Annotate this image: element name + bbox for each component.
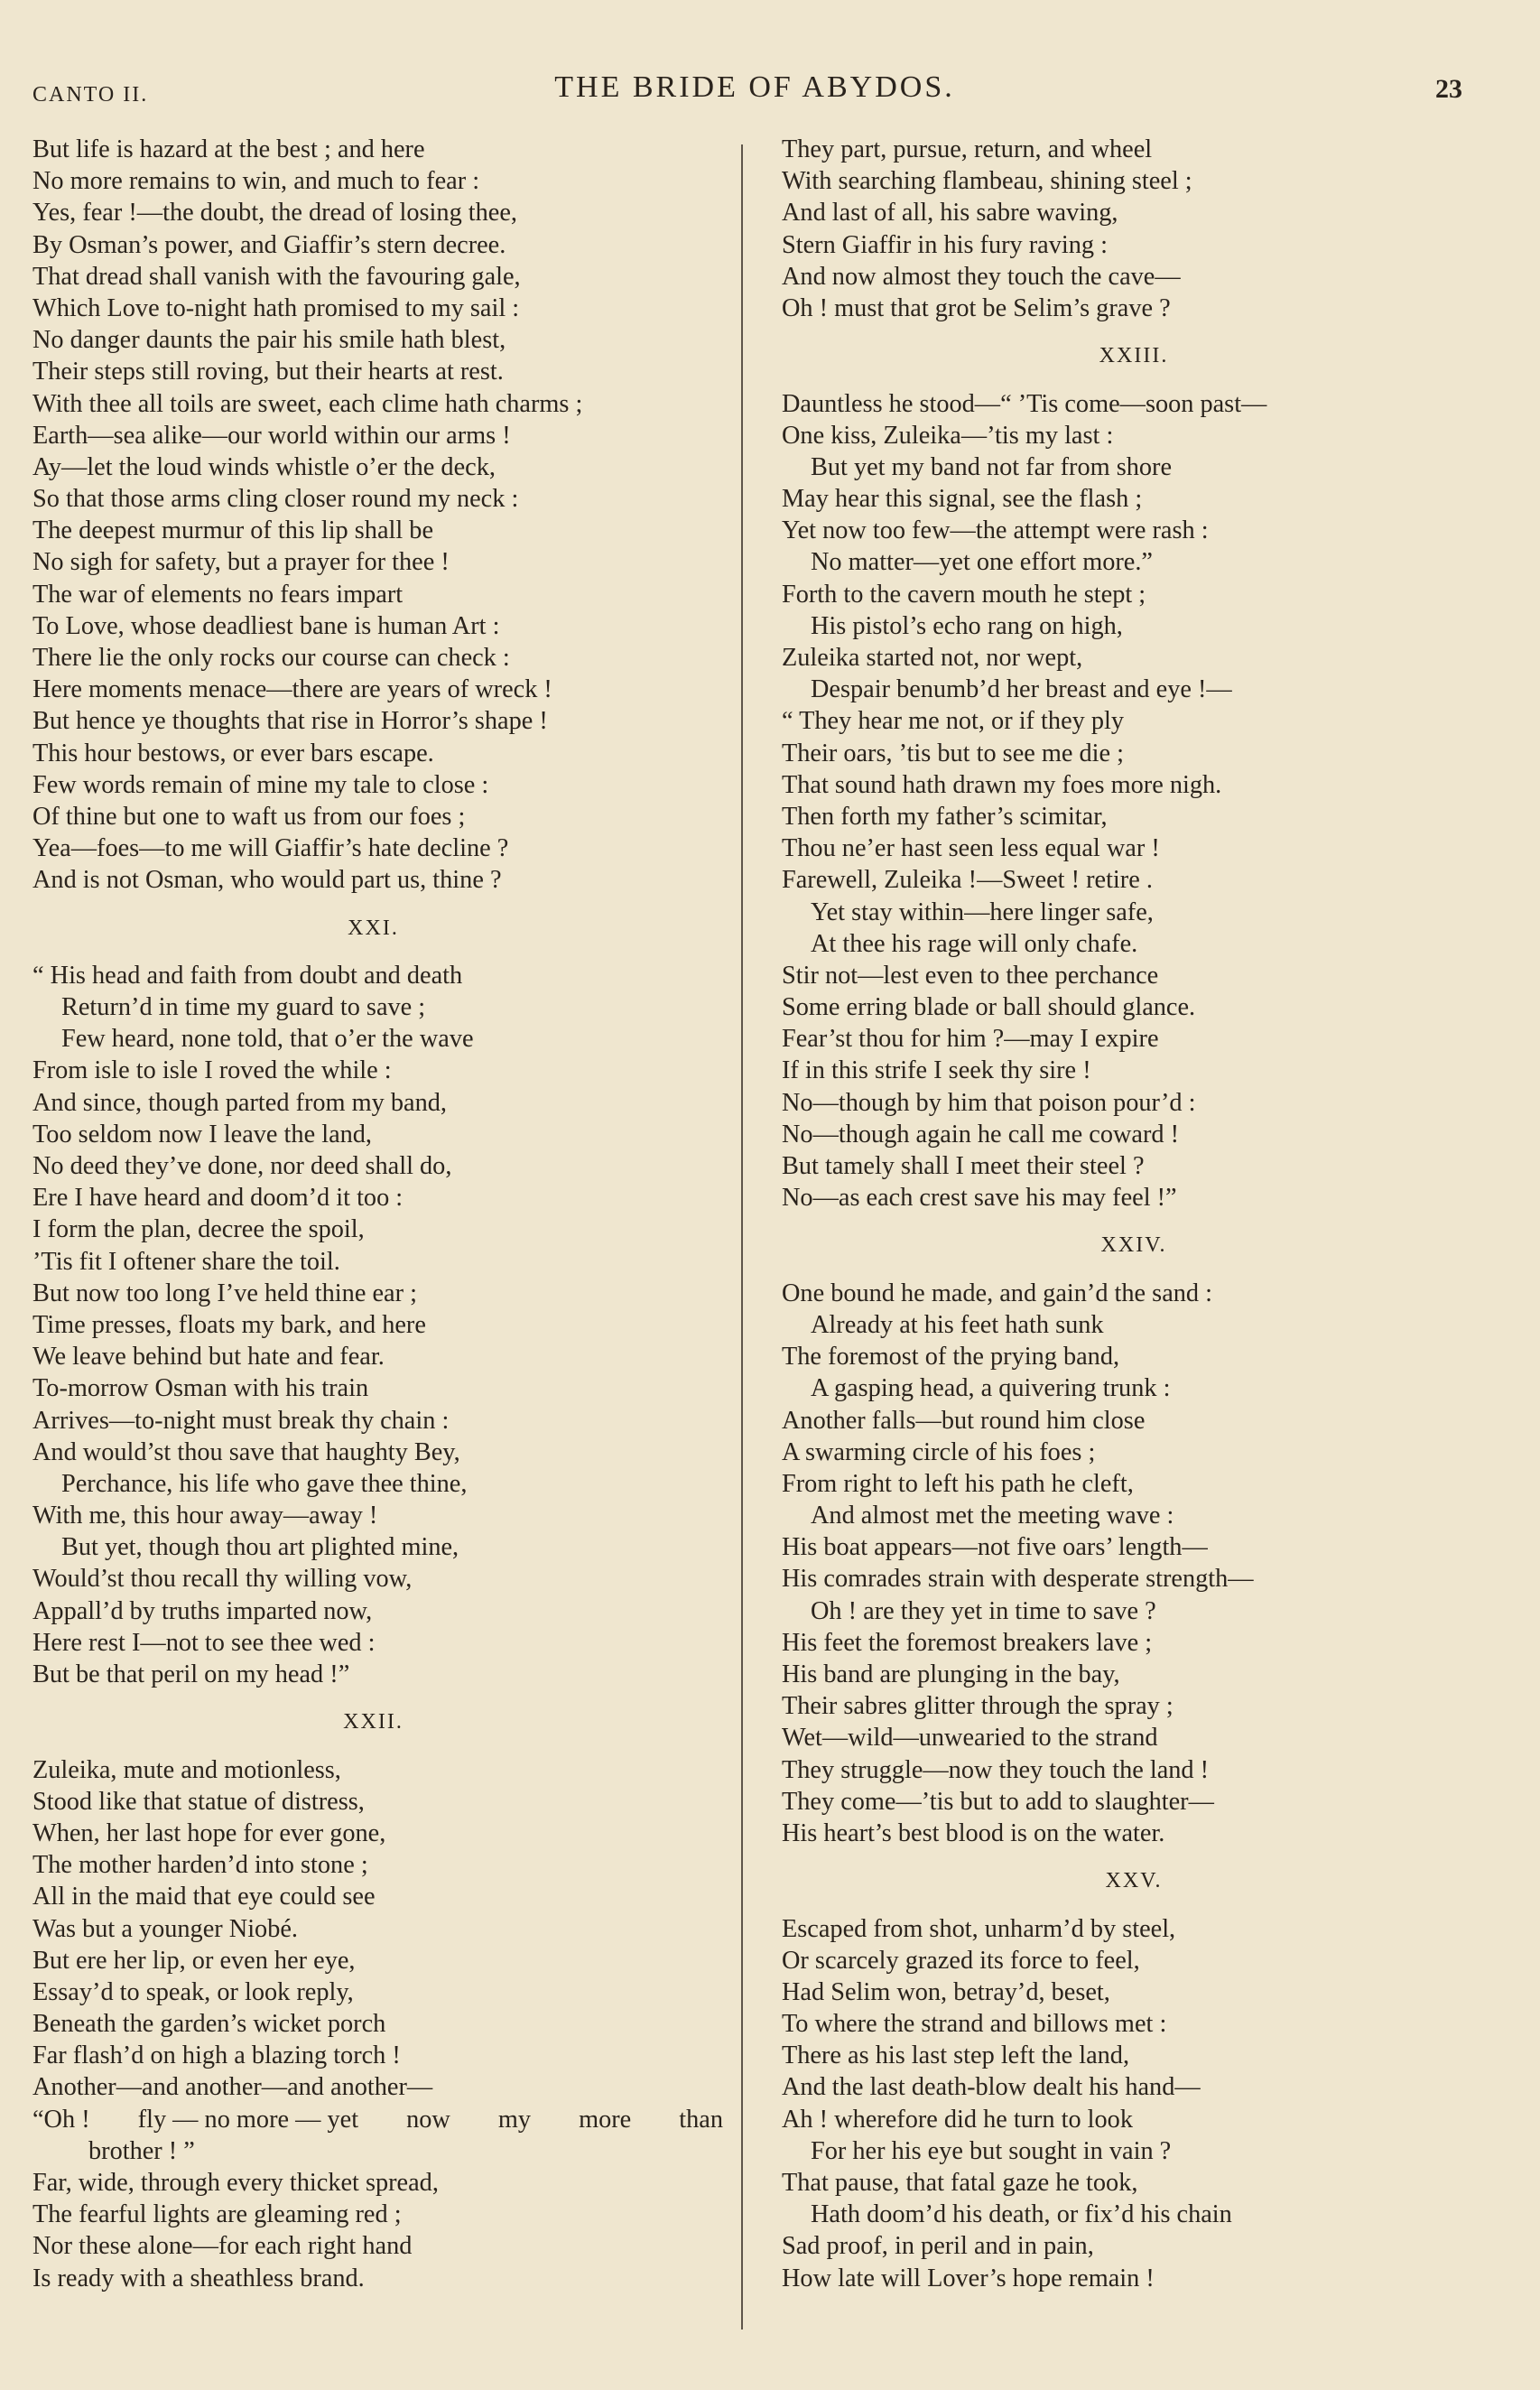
verse-line: Is ready with a sheathless brand. (32, 2264, 365, 2292)
verse-line: I form the plan, decree the spoil, (32, 1215, 365, 1244)
verse-line: For her his eye but sought in vain ? (811, 2136, 1172, 2165)
verse-line: All in the maid that eye could see (32, 1883, 376, 1911)
stanza-24 (782, 1278, 1504, 1849)
verse-line: But now too long I’ve held thine ear ; (32, 1279, 417, 1307)
verse-line: ’Tis fit I oftener share the toil. (32, 1247, 340, 1276)
verse-line: That pause, that fatal gaze he took, (782, 2169, 1138, 2198)
verse-line: But life is hazard at the best ; and here (32, 135, 425, 163)
verse-line: But be that peril on my head !” (32, 1660, 350, 1689)
verse-line: And is not Osman, who would part us, thine ? (32, 866, 502, 895)
verse-line: Which Love to-night hath promised to my sail : (32, 293, 520, 322)
verse-line: That dread shall vanish with the favouring gale, (32, 262, 521, 291)
verse-line: By Osman’s power, and Giaffir’s stern decree. (32, 230, 506, 259)
verse-line: One bound he made, and gain’d the sand : (782, 1279, 1212, 1307)
verse-line: Appall’d by truths imparted now, (32, 1596, 373, 1625)
stanza-24-heading: XXIV. (1100, 1233, 1167, 1258)
verse-line: Yet now too few—the attempt were rash : (782, 516, 1209, 545)
verse-line: With searching flambeau, shining steel ; (782, 167, 1192, 196)
running-header (32, 70, 1477, 116)
verse-line: Some erring blade or ball should glance. (782, 993, 1196, 1022)
verse-line: Ere I have heard and doom’d it too : (32, 1184, 404, 1213)
verse-line: So that those arms cling closer round my neck : (32, 485, 519, 514)
verse-line: Ay—let the loud winds whistle o’er the deck, (32, 452, 496, 481)
verse-line: And since, though parted from my band, (32, 1088, 447, 1117)
stanza-22-heading: XXII. (343, 1710, 404, 1734)
verse-word: more (579, 2105, 632, 2134)
verse-line: Already at his feet hath sunk (811, 1310, 1104, 1339)
verse-line: His heart’s best blood is on the water. (782, 1818, 1165, 1847)
verse-line: No—though by him that poison pour’d : (782, 1088, 1196, 1117)
verse-line: With thee all toils are sweet, each clime hath charms ; (32, 389, 583, 418)
verse-line: Zuleika started not, nor wept, (782, 644, 1083, 673)
verse-line: Arrives—to-night must break thy chain : (32, 1406, 450, 1435)
verse-line: Stern Giaffir in his fury raving : (782, 230, 1108, 259)
left-column (32, 134, 732, 2294)
verse-line: No sigh for safety, but a prayer for thee ! (32, 548, 450, 577)
verse-line: To-morrow Osman with his train (32, 1374, 369, 1403)
verse-line: The fearful lights are gleaming red ; (32, 2200, 402, 2229)
verse-line: Here rest I—not to see thee wed : (32, 1628, 376, 1657)
verse-line: The war of elements no fears impart (32, 580, 404, 609)
verse-line: Dauntless he stood—“ ’Tis come—soon past— (782, 389, 1267, 418)
verse-line: His pistol’s echo rang on high, (811, 611, 1123, 640)
verse-line: There as his last step left the land, (782, 2041, 1130, 2070)
verse-line: A swarming circle of his foes ; (782, 1437, 1096, 1466)
verse-line: But tamely shall I meet their steel ? (782, 1152, 1145, 1181)
column-divider (741, 144, 743, 2330)
verse-line: But yet, though thou art plighted mine, (61, 1533, 459, 1562)
verse-line: We leave behind but hate and fear. (32, 1343, 385, 1372)
verse-line: No—as each crest save his may feel !” (782, 1184, 1177, 1213)
stanza-23 (782, 388, 1504, 1214)
stanza-21 (32, 960, 732, 1690)
verse-line: Yet stay within—here linger safe, (811, 897, 1154, 926)
verse-line: The deepest murmur of this lip shall be (32, 516, 434, 545)
verse-line: Wet—wild—unwearied to the strand (782, 1724, 1158, 1753)
verse-word: than (679, 2105, 723, 2134)
stanza-22-end (32, 2135, 732, 2294)
verse-line: Forth to the cavern mouth he stept ; (782, 580, 1146, 609)
verse-line: Would’st thou recall thy willing vow, (32, 1565, 413, 1594)
verse-line: No more remains to win, and much to fear : (32, 167, 480, 196)
stanza-20 (32, 134, 732, 897)
verse-line: “ His head and faith from doubt and death (32, 961, 463, 990)
verse-line: Perchance, his life who gave thee thine, (61, 1469, 468, 1498)
verse-line: Oh ! must that grot be Selim’s grave ? (782, 293, 1171, 322)
stanza-22-continued (782, 134, 1504, 324)
verse-line: The foremost of the prying band, (782, 1343, 1120, 1372)
verse-line: That sound hath drawn my foes more nigh. (782, 770, 1222, 799)
verse-line: Return’d in time my guard to save ; (61, 993, 426, 1022)
verse-line: His comrades strain with desperate strength— (782, 1565, 1254, 1594)
verse-line: If in this strife I seek thy sire ! (782, 1056, 1091, 1085)
verse-line: But yet my band not far from shore (811, 452, 1172, 481)
verse-line: From isle to isle I roved the while : (32, 1056, 392, 1085)
verse-line: May hear this signal, see the flash ; (782, 485, 1143, 514)
verse-line: Yes, fear !—the doubt, the dread of losing thee, (32, 199, 517, 228)
verse-word: now (406, 2105, 450, 2134)
verse-line: Time presses, floats my bark, and here (32, 1310, 426, 1339)
verse-line: Oh ! are they yet in time to save ? (811, 1596, 1156, 1625)
verse-line: brother ! ” (88, 2136, 195, 2165)
verse-line: Their oars, ’tis but to see me die ; (782, 739, 1125, 767)
verse-line: From right to left his path he cleft, (782, 1469, 1134, 1498)
verse-line: Ah ! wherefore did he turn to look (782, 2105, 1133, 2134)
verse-line: Earth—sea alike—our world within our arms ! (32, 421, 511, 450)
stanza-23-heading: XXIII. (1099, 344, 1169, 368)
page-title: THE BRIDE OF ABYDOS. (554, 70, 955, 104)
verse-line: Their sabres glitter through the spray ; (782, 1692, 1174, 1721)
verse-line: With me, this hour away—away ! (32, 1502, 378, 1530)
verse-line: But ere her lip, or even her eye, (32, 1946, 356, 1975)
verse-line: There lie the only rocks our course can check : (32, 644, 510, 672)
verse-line: Farewell, Zuleika !—Sweet ! retire . (782, 866, 1153, 895)
verse-line: Another falls—but round him close (782, 1406, 1146, 1435)
verse-line: This hour bestows, or ever bars escape. (32, 739, 434, 767)
verse-line: Fear’st thou for him ?—may I expire (782, 1025, 1159, 1054)
verse-line: Their steps still roving, but their hearts at rest. (32, 358, 504, 386)
verse-line: Then forth my father’s scimitar, (782, 802, 1108, 831)
verse-word: “Oh ! (32, 2105, 90, 2134)
verse-line: Had Selim won, betray’d, beset, (782, 1977, 1110, 2006)
verse-line: Too seldom now I leave the land, (32, 1120, 372, 1149)
verse-line: Few heard, none told, that o’er the wave (61, 1025, 474, 1054)
verse-line: Few words remain of mine my tale to close : (32, 770, 489, 799)
verse-line: No danger daunts the pair his smile hath blest, (32, 326, 506, 355)
verse-line: Zuleika, mute and motionless, (32, 1755, 341, 1784)
verse-word: fly — no more — yet (137, 2105, 359, 2134)
verse-line: No—though again he call me coward ! (782, 1120, 1180, 1149)
verse-line: And now almost they touch the cave— (782, 262, 1181, 291)
verse-line: “ They hear me not, or if they ply (782, 707, 1125, 736)
verse-line: Yea—foes—to me will Giaffir’s hate decline ? (32, 834, 509, 863)
verse-line: His band are plunging in the bay, (782, 1660, 1120, 1689)
verse-line: Another—and another—and another— (32, 2073, 433, 2102)
verse-line: Or scarcely grazed its force to feel, (782, 1946, 1140, 1975)
verse-line: His feet the foremost breakers lave ; (782, 1628, 1153, 1657)
verse-line: Here moments menace—there are years of wreck ! (32, 675, 552, 704)
stanza-22 (32, 1754, 732, 2104)
verse-line: One kiss, Zuleika—’tis my last : (782, 421, 1114, 450)
verse-line: Far flash’d on high a blazing torch ! (32, 2041, 401, 2070)
verse-line: Of thine but one to waft us from our foes ; (32, 802, 466, 831)
verse-line: To where the strand and billows met : (782, 2010, 1167, 2039)
verse-line: No deed they’ve done, nor deed shall do, (32, 1152, 452, 1181)
verse-line: Far, wide, through every thicket spread, (32, 2169, 439, 2198)
verse-line: Stood like that statue of distress, (32, 1787, 365, 1816)
verse-line: Escaped from shot, unharm’d by steel, (782, 1914, 1176, 1943)
canto-label: CANTO II. (32, 83, 149, 107)
stanza-25 (782, 1913, 1504, 2294)
verse-line: His boat appears—not five oars’ length— (782, 1533, 1208, 1562)
verse-line: They struggle—now they touch the land ! (782, 1755, 1210, 1784)
verse-line: And would’st thou save that haughty Bey, (32, 1437, 460, 1466)
verse-line: The mother harden’d into stone ; (32, 1851, 368, 1880)
verse-line: Was but a younger Niobé. (32, 1914, 298, 1943)
verse-line: Hath doom’d his death, or fix’d his chain (811, 2200, 1232, 2229)
verse-line: Beneath the garden’s wicket porch (32, 2010, 386, 2039)
verse-word: my (497, 2105, 532, 2134)
page-number: 23 (1435, 74, 1462, 104)
verse-line: And almost met the meeting wave : (811, 1502, 1174, 1530)
verse-line: And last of all, his sabre waving, (782, 199, 1118, 228)
verse-line: Nor these alone—for each right hand (32, 2232, 413, 2261)
verse-line: They come—’tis but to add to slaughter— (782, 1787, 1214, 1816)
stanza-22-justified-line (32, 2104, 732, 2135)
stanza-21-heading: XXI. (348, 916, 399, 940)
verse-line: And the last death-blow dealt his hand— (782, 2073, 1201, 2102)
verse-line: How late will Lover’s hope remain ! (782, 2264, 1155, 2292)
verse-line: To Love, whose deadliest bane is human Art : (32, 611, 500, 640)
verse-line: Essay’d to speak, or look reply, (32, 1977, 354, 2006)
verse-line: Despair benumb’d her breast and eye !— (811, 675, 1232, 704)
verse-line: But hence ye thoughts that rise in Horror’s shape ! (32, 707, 548, 736)
verse-line: Stir not—lest even to thee perchance (782, 961, 1159, 990)
verse-line: At thee his rage will only chafe. (811, 929, 1138, 958)
verse-line: When, her last hope for ever gone, (32, 1818, 386, 1847)
verse-line: A gasping head, a quivering trunk : (811, 1374, 1171, 1403)
stanza-25-heading: XXV. (1105, 1869, 1163, 1893)
verse-line: They part, pursue, return, and wheel (782, 135, 1153, 163)
verse-line: Sad proof, in peril and in pain, (782, 2232, 1094, 2261)
verse-line: Thou ne’er hast seen less equal war ! (782, 834, 1160, 863)
verse-line: No matter—yet one effort more.” (811, 548, 1153, 577)
right-column (782, 134, 1504, 2294)
